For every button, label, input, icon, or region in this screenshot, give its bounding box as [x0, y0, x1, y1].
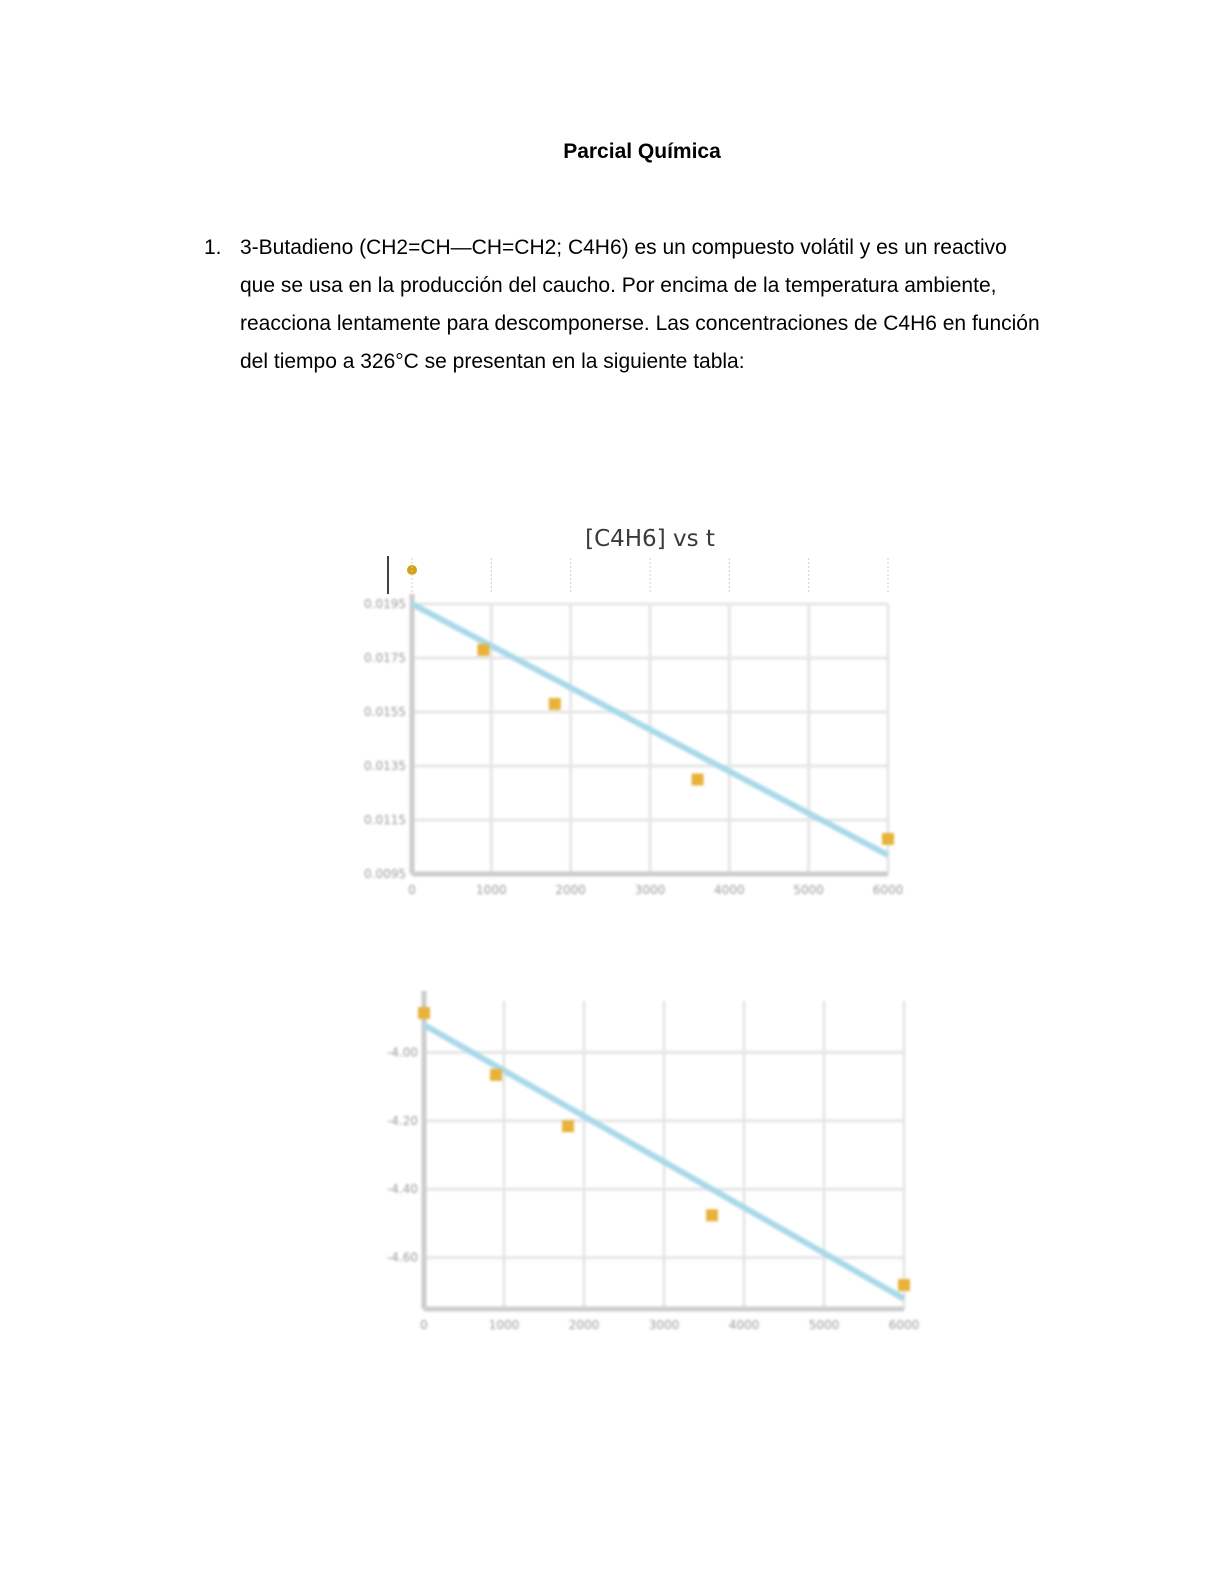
- x-tick-label: 6000: [872, 883, 904, 897]
- x-tick-label: 0: [420, 1318, 428, 1332]
- x-tick-label: 2000: [555, 883, 586, 897]
- question-number: 1.: [204, 236, 222, 259]
- ln-concentration-vs-time-chart: [320, 965, 950, 1365]
- x-tick-label: 1000: [476, 883, 507, 897]
- y-tick-label: 0.0115: [364, 813, 406, 827]
- data-point: [490, 1069, 502, 1081]
- x-tick-label: 1000: [488, 1318, 520, 1332]
- y-tick-label: -4.20: [386, 1113, 418, 1128]
- data-point: [882, 833, 894, 845]
- y-tick-label: 0.0135: [364, 759, 406, 773]
- x-tick-label: 4000: [728, 1318, 760, 1332]
- x-tick-label: 3000: [634, 883, 666, 897]
- x-tick-label: 4000: [714, 883, 745, 897]
- chart-plot-area: [364, 594, 903, 897]
- data-point: [706, 1209, 718, 1221]
- x-tick-label: 6000: [888, 1318, 920, 1332]
- data-point: [418, 1007, 430, 1019]
- y-tick-label: 0.0195: [364, 597, 406, 611]
- y-tick-label: 0.0095: [364, 867, 406, 881]
- x-tick-label: 2000: [568, 1318, 600, 1332]
- data-point: [549, 698, 561, 710]
- y-tick-label: 0.0155: [364, 705, 406, 719]
- x-tick-label: 5000: [808, 1318, 840, 1332]
- chart-plot-area: [387, 991, 919, 1332]
- x-tick-label: 0: [408, 883, 416, 897]
- x-tick-label: 3000: [648, 1318, 680, 1332]
- data-point: [898, 1279, 910, 1291]
- question-text: 3-Butadieno (CH2=CH—CH=CH2; C4H6) es un compuesto volátil y es un reactivo que se usa en la producción del caucho. Por encima de la temperatura ambiente, reacciona lentamente para descomponerse. Las concentraciones de C4H6 en función del tiempo a 326°C se presentan en la siguiente tabla:: [240, 236, 1040, 373]
- chart-svg-1: [300, 520, 940, 930]
- y-tick-label: -4.00: [386, 1045, 418, 1060]
- y-tick-label: 0.0175: [364, 651, 406, 665]
- y-tick-label: -4.40: [386, 1182, 418, 1197]
- concentration-vs-time-chart: [300, 520, 940, 930]
- chart-svg-2: [320, 965, 950, 1365]
- chart-title: [C4H6] vs t: [585, 526, 715, 552]
- data-point: [477, 644, 489, 656]
- page-title: Parcial Química: [563, 140, 721, 163]
- data-point: [692, 774, 704, 786]
- data-point: [562, 1120, 574, 1132]
- x-tick-label: 5000: [793, 883, 824, 897]
- y-tick-label: -4.60: [386, 1250, 418, 1265]
